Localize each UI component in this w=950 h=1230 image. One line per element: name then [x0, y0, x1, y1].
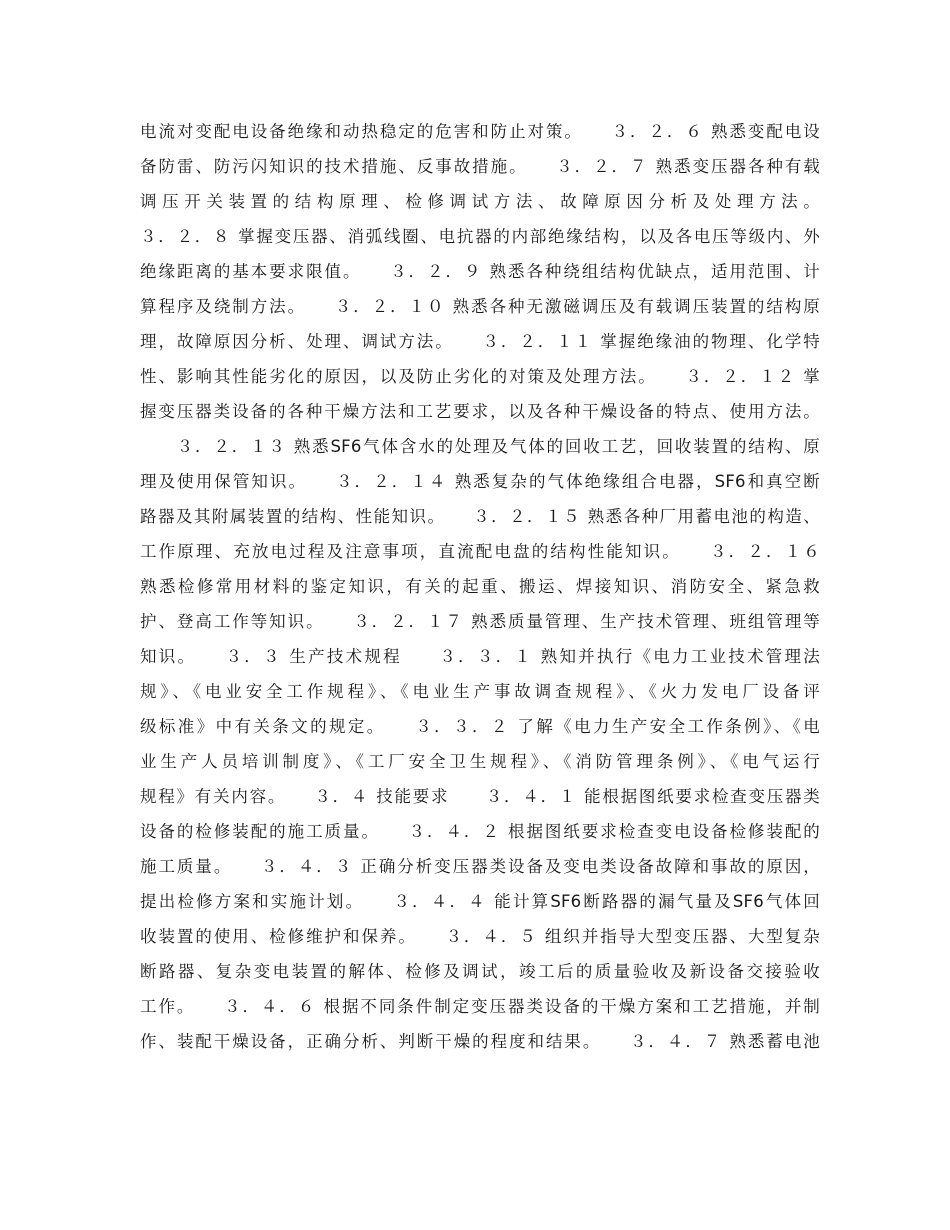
text-line: 业生产人员培训制度》、《工厂安全卫生规程》、《消防管理条例》、《电气运行: [140, 752, 820, 771]
text-line: 提出检修方案和实施计划。 ３．４．４ 能计算SF6断路器的漏气量及SF6气体回: [140, 892, 820, 911]
text-line: 熟悉检修常用材料的鉴定知识，有关的起重、搬运、焊接知识、消防安全、紧急救: [140, 577, 820, 596]
text-line: 算程序及绕制方法。 ３．２．１０ 熟悉各种无激磁调压及有载调压装置的结构原: [140, 297, 820, 316]
text-line: 性、影响其性能劣化的原因，以及防止劣化的对策及处理方法。 ３．２．１２ 掌: [140, 367, 820, 386]
text-line: 作、装配干燥设备，正确分析、判断干燥的程度和结果。 ３．４．７ 熟悉蓄电池: [140, 1032, 820, 1051]
text-line: 知识。 ３．３ 生产技术规程 ３．３．１ 熟知并执行《电力工业技术管理法: [140, 647, 820, 666]
text-line: 断路器、复杂变电装置的解体、检修及调试，竣工后的质量验收及新设备交接验收: [140, 962, 820, 981]
text-line: 规》、《电业安全工作规程》、《电业生产事故调查规程》、《火力发电厂设备评: [140, 682, 820, 701]
document-body: [140, 114, 820, 1059]
text-line: 收装置的使用、检修维护和保养。 ３．４．５ 组织并指导大型变压器、大型复杂: [140, 927, 820, 946]
text-line: 理及使用保管知识。 ３．２．１４ 熟悉复杂的气体绝缘组合电器，SF6和真空断: [140, 472, 820, 491]
text-line: 设备的检修装配的施工质量。 ３．４．２ 根据图纸要求检查变电设备检修装配的: [140, 822, 820, 841]
text-line: 规程》有关内容。 ３．４ 技能要求 ３．４．１ 能根据图纸要求检查变压器类: [140, 787, 820, 806]
text-line: 握变压器类设备的各种干燥方法和工艺要求，以及各种干燥设备的特点、使用方法。: [140, 402, 820, 421]
text-line: 路器及其附属装置的结构、性能知识。 ３．２．１５ 熟悉各种厂用蓄电池的构造、: [140, 507, 820, 526]
text-line: 工作原理、充放电过程及注意事项，直流配电盘的结构性能知识。 ３．２．１６: [140, 542, 820, 561]
text-line: 电流对变配电设备绝缘和动热稳定的危害和防止对策。 ３．２．６ 熟悉变配电设: [140, 122, 820, 141]
text-line: 理，故障原因分析、处理、调试方法。 ３．２．１１ 掌握绝缘油的物理、化学特: [140, 332, 820, 351]
text-line: 调压开关装置的结构原理、检修调试方法、故障原因分析及处理方法。: [140, 192, 820, 211]
text-line: 施工质量。 ３．４．３ 正确分析变压器类设备及变电类设备故障和事故的原因，: [140, 857, 820, 876]
text-line: 工作。 ３．４．６ 根据不同条件制定变压器类设备的干燥方案和工艺措施，并制: [140, 997, 820, 1016]
text-line: ３．２．８ 掌握变压器、消弧线圈、电抗器的内部绝缘结构，以及各电压等级内、外: [140, 227, 820, 246]
text-line: 级标准》中有关条文的规定。 ３．３．２ 了解《电力生产安全工作条例》、《电: [140, 717, 820, 736]
text-line: 备防雷、防污闪知识的技术措施、反事故措施。 ３．２．７ 熟悉变压器各种有载: [140, 157, 820, 176]
text-line: 护、登高工作等知识。 ３．２．１７ 熟悉质量管理、生产技术管理、班组管理等: [140, 612, 820, 631]
text-line: ３．２．１３ 熟悉SF6气体含水的处理及气体的回收工艺，回收装置的结构、原: [140, 437, 820, 456]
text-line: 绝缘距离的基本要求限值。 ３．２．９ 熟悉各种绕组结构优缺点，适用范围、计: [140, 262, 820, 281]
